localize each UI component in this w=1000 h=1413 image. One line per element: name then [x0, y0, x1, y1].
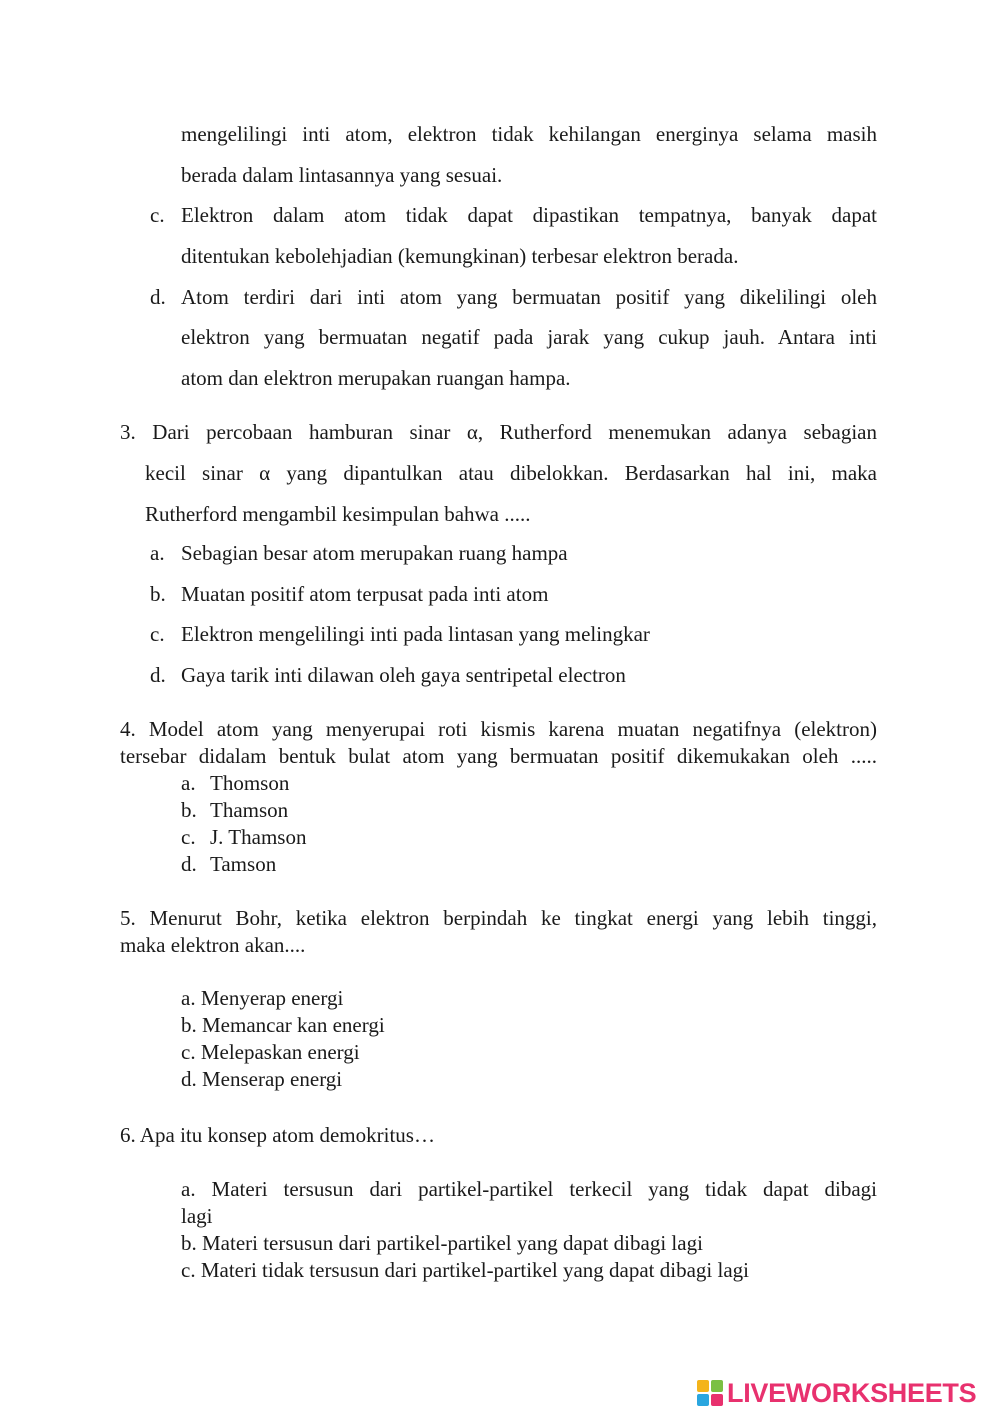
q6-option-a-line-2: lagi — [181, 1204, 213, 1228]
q5-option-c: c. Melepaskan energi — [181, 1040, 360, 1064]
q5-option-d: d. Menserap energi — [181, 1067, 343, 1091]
q2-option-c-line-1: Elektron dalam atom tidak dapat dipastikan tempatnya, banyak dapat — [181, 203, 877, 227]
q4-option-d-letter: d. — [181, 852, 197, 876]
q4-option-b-letter: b. — [181, 798, 197, 822]
q4-option-d — [181, 851, 276, 878]
q6-question: 6. Apa itu konsep atom demokritus… — [120, 1123, 435, 1147]
q2-option-c-line-2: ditentukan kebolehjadian (kemungkinan) terbesar elektron berada. — [181, 244, 739, 268]
q4-option-a — [181, 770, 289, 797]
q2-option-b-line-2: berada dalam lintasannya yang sesuai. — [181, 163, 503, 187]
q3-option-b-letter: b. — [150, 582, 166, 606]
q5-option-b: b. Memancar kan energi — [181, 1013, 385, 1037]
q3-option-c: Elektron mengelilingi inti pada lintasan yang melingkar — [181, 622, 650, 646]
q4-option-a-letter: a. — [181, 771, 196, 795]
q4-option-d-text: Tamson — [210, 852, 277, 876]
q3-option-b: Muatan positif atom terpusat pada inti atom — [181, 582, 549, 606]
q3-question-line-3: Rutherford mengambil kesimpulan bahwa ..... — [145, 502, 531, 526]
q4-option-a-text: Thomson — [210, 771, 290, 795]
liveworksheets-logo[interactable] — [697, 1378, 976, 1408]
q3-option-d-letter: d. — [150, 663, 166, 687]
q5-option-a: a. Menyerap energi — [181, 986, 344, 1010]
liveworksheets-logo-text: LIVEWORKSHEETS — [727, 1377, 977, 1408]
q4-question-line-1: 4. Model atom yang menyerupai roti kismis karena muatan negatifnya (elektron) — [120, 717, 877, 741]
q3-option-c-letter: c. — [150, 622, 165, 646]
q3-option-d: Gaya tarik inti dilawan oleh gaya sentripetal electron — [181, 663, 626, 687]
q2-option-d-line-3: atom dan elektron merupakan ruangan hampa. — [181, 366, 571, 390]
q2-option-d-line-2: elektron yang bermuatan negatif pada jarak yang cukup jauh. Antara inti — [181, 325, 877, 349]
q4-option-c-letter: c. — [181, 825, 196, 849]
q4-option-b — [181, 797, 288, 824]
q2-option-b-line-1: mengelilingi inti atom, elektron tidak kehilangan energinya selama masih — [181, 122, 877, 146]
q2-option-d-line-1: Atom terdiri dari inti atom yang bermuatan positif yang dikelilingi oleh — [181, 285, 877, 309]
q3-question-line-2: kecil sinar α yang dipantulkan atau dibelokkan. Berdasarkan hal ini, maka — [145, 461, 877, 485]
q2-option-c-letter: c. — [150, 203, 165, 227]
q6-option-a-line-1: a. Materi tersusun dari partikel-partikel terkecil yang tidak dapat dibagi — [181, 1177, 877, 1201]
q3-option-a: Sebagian besar atom merupakan ruang hampa — [181, 541, 568, 565]
liveworksheets-logo-icon — [697, 1380, 723, 1406]
q3-option-a-letter: a. — [150, 541, 165, 565]
q4-question-line-2: tersebar didalam bentuk bulat atom yang bermuatan positif dikemukakan oleh ..... — [120, 744, 877, 768]
q6-option-b: b. Materi tersusun dari partikel-partikel yang dapat dibagi lagi — [181, 1231, 703, 1255]
q5-question-line-1: 5. Menurut Bohr, ketika elektron berpindah ke tingkat energi yang lebih tinggi, — [120, 906, 877, 930]
q4-option-c — [181, 824, 306, 851]
q5-question-line-2: maka elektron akan.... — [120, 933, 306, 957]
q2-option-d-letter: d. — [150, 285, 166, 309]
q3-question-line-1: 3. Dari percobaan hamburan sinar α, Rutherford menemukan adanya sebagian — [120, 420, 877, 444]
q4-option-c-text: J. Thamson — [210, 825, 307, 849]
q6-option-c: c. Materi tidak tersusun dari partikel-partikel yang dapat dibagi lagi — [181, 1258, 749, 1282]
q4-option-b-text: Thamson — [210, 798, 289, 822]
